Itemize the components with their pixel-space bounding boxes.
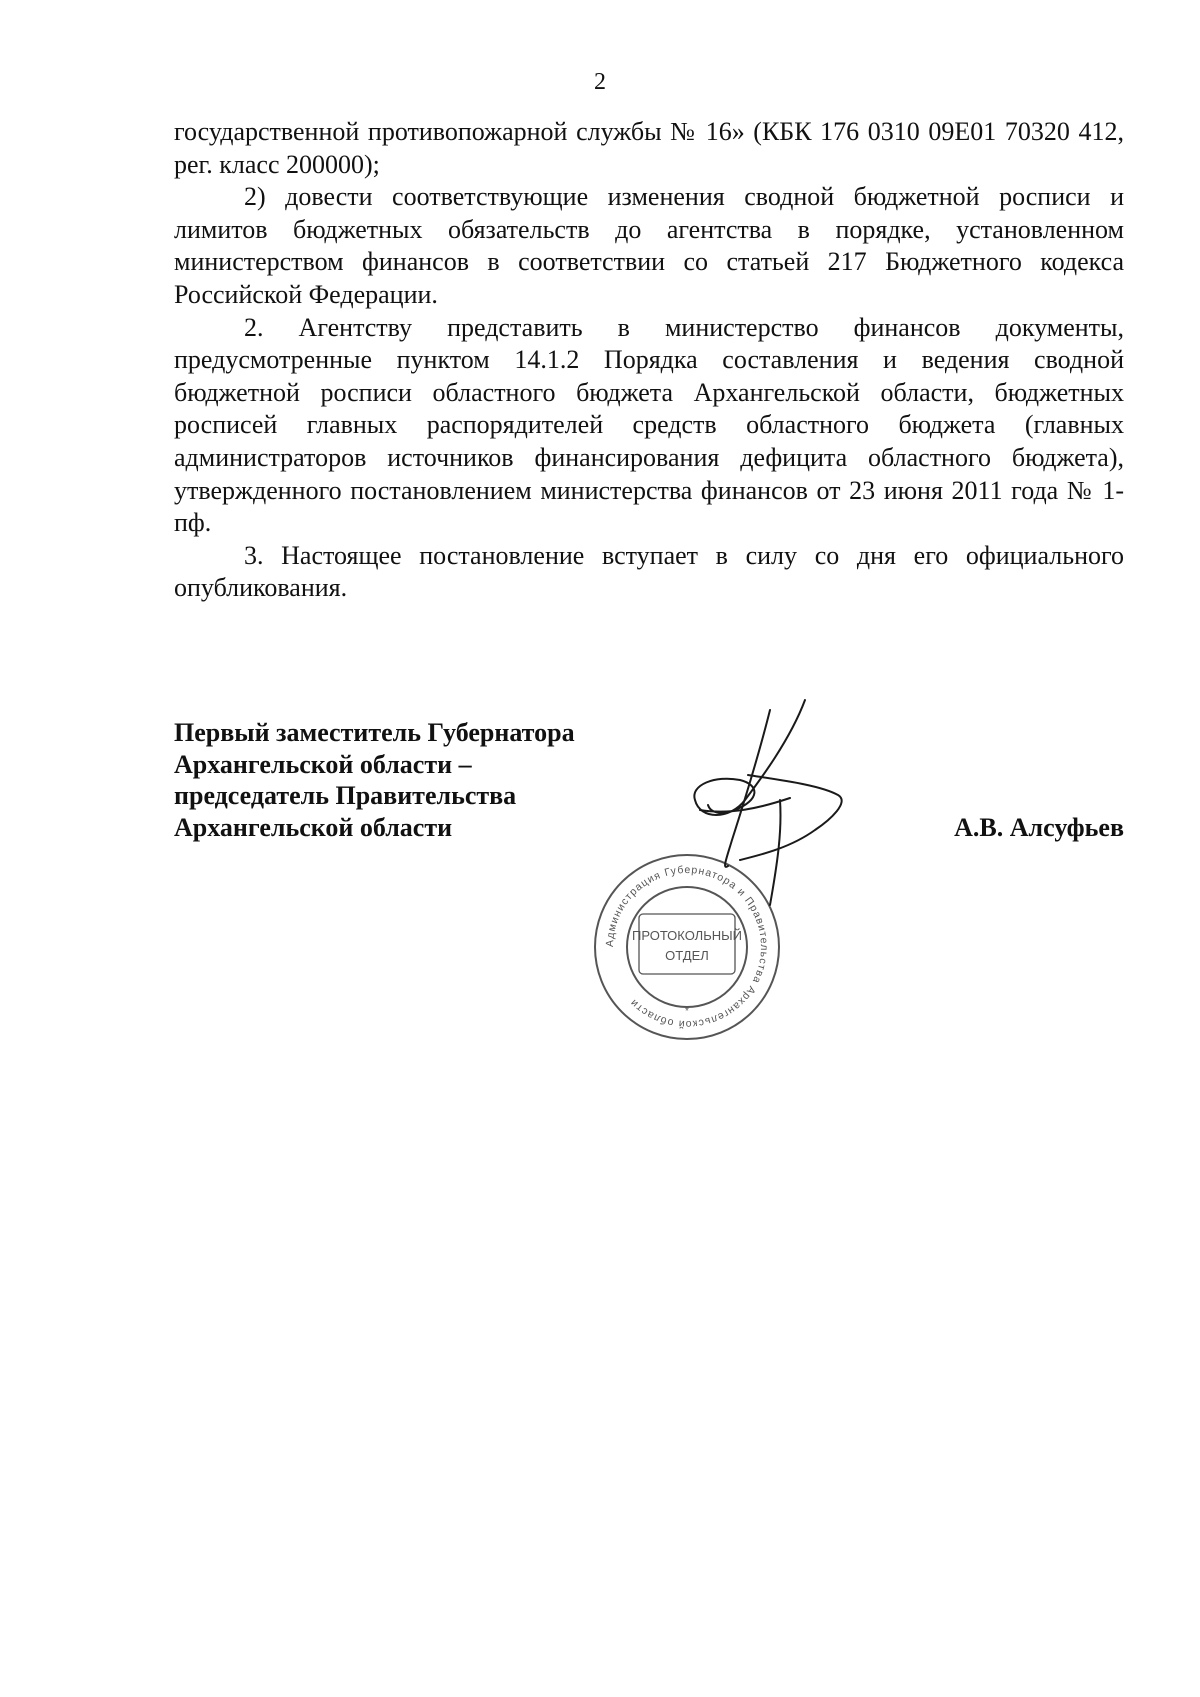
document-body bbox=[174, 116, 1124, 605]
handwritten-signature bbox=[640, 690, 850, 920]
signatory-title-line: Архангельской области – bbox=[174, 749, 472, 779]
svg-text:*: * bbox=[685, 1006, 689, 1017]
signatory-title-line: Архангельской области bbox=[174, 812, 453, 842]
paragraph-3: 2. Агентству представить в министерство финансов документы, предусмотренные пунктом 14.1.2 Порядка составления и ведения сводной бюджетной росписи областного бюджета Архангельской области, бюджетных росписей главных распорядителей средств областного бюджета (главных администраторов источников финансирования дефицита областного бюджета), утвержденного постановлением министерства финансов от 23 июня 2011 года № 1-пф. bbox=[174, 312, 1124, 538]
seal-center-text-1: ПРОТОКОЛЬНЫЙ bbox=[631, 928, 743, 943]
signatory-name: А.В. Алсуфьев bbox=[954, 813, 1124, 842]
seal-center-text-2: ОТДЕЛ bbox=[665, 948, 709, 963]
signatory-title bbox=[174, 717, 644, 843]
page-number: 2 bbox=[594, 69, 606, 95]
paragraph-1: государственной противопожарной службы № 16» (КБК 176 0310 09Е01 70320 412, рег. класс 200000); bbox=[174, 117, 1124, 179]
paragraph-4: 3. Настоящее постановление вступает в силу со дня его официального опубликования. bbox=[174, 540, 1124, 603]
signatory-title-line: Первый заместитель Губернатора bbox=[174, 718, 575, 747]
seal-center-frame bbox=[639, 914, 735, 974]
paragraph-2: 2) довести соответствующие изменения сводной бюджетной росписи и лимитов бюджетных обязательств до агентства в порядке, установленном министерством финансов в соответствии со статьей 217 Бюджетного кодекса Российской Федерации. bbox=[174, 182, 1124, 309]
signatory-title-line: председатель Правительства bbox=[174, 781, 517, 810]
seal-ring-text: Администрация Губернатора и Правительства Архангельской области bbox=[603, 863, 771, 1031]
